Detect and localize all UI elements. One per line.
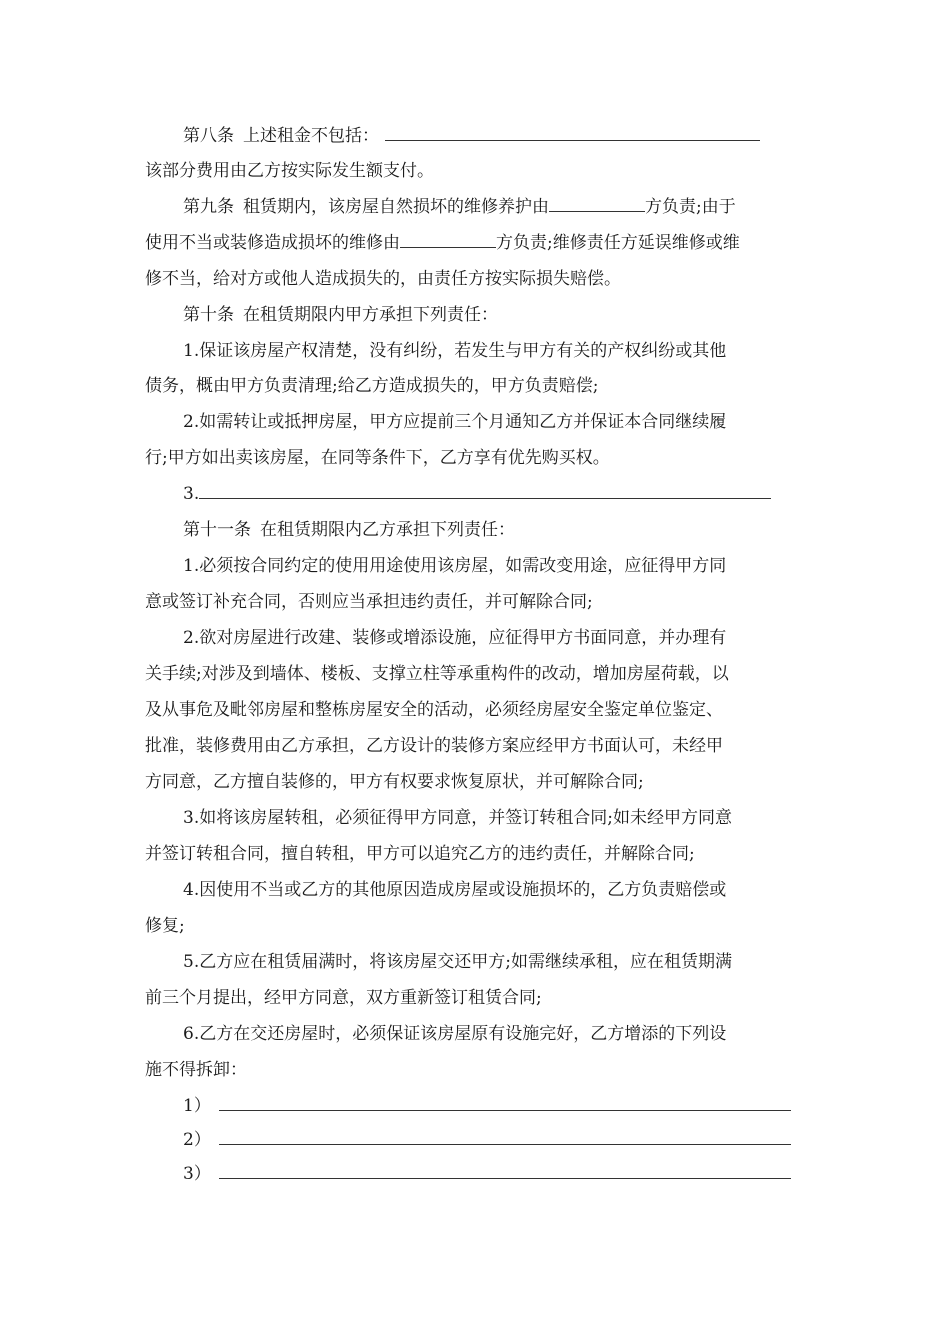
article-11-item-4-line-2: 修复; [145, 916, 185, 936]
article-9-line-2 [145, 231, 740, 255]
article-11-item-3-line-1: 3.如将该房屋转租，必须征得甲方同意，并签订转租合同;如未经甲方同意 [183, 808, 732, 828]
sub-item-3-blank[interactable] [219, 1162, 791, 1179]
article-8-text: 上述租金不包括： [243, 126, 379, 146]
article-10-item-1-line-2: 债务，概由甲方负责清理;给乙方造成损失的，甲方负责赔偿; [145, 376, 599, 396]
sub-item-3-number: 3） [183, 1164, 211, 1184]
article-10-text: 在租赁期限内甲方承担下列责任： [243, 305, 498, 325]
article-11-item-2-line-1: 2.欲对房屋进行改建、装修或增添设施，应征得甲方书面同意，并办理有 [183, 628, 727, 648]
article-11-item-1-line-1: 1.必须按合同约定的使用用途使用该房屋，如需改变用途，应征得甲方同 [183, 556, 727, 576]
article-8-label: 第八条 [183, 126, 234, 146]
article-10-line [183, 303, 498, 327]
article-10-item-3-line [183, 482, 771, 506]
article-11-sub-item-3 [183, 1162, 791, 1186]
article-11-sub-item-2 [183, 1128, 791, 1152]
article-11-item-3-line-2: 并签订转租合同，擅自转租，甲方可以追究乙方的违约责任，并解除合同; [145, 844, 695, 864]
article-11-item-6-line-2: 施不得拆卸： [145, 1060, 247, 1080]
article-11-label: 第十一条 [183, 520, 251, 540]
article-8-continuation: 该部分费用由乙方按实际发生额支付。 [145, 161, 434, 181]
article-11-item-6-line-1: 6.乙方在交还房屋时，必须保证该房屋原有设施完好，乙方增添的下列设 [183, 1024, 727, 1044]
article-10-item-3-number: 3. [183, 484, 200, 504]
article-8-line [183, 124, 760, 148]
article-10-item-2-line-2: 行;甲方如出卖该房屋，在同等条件下，乙方享有优先购买权。 [145, 448, 610, 468]
sub-item-2-number: 2） [183, 1130, 211, 1150]
article-9-blank-1[interactable] [549, 195, 645, 212]
article-8-blank[interactable] [385, 124, 760, 141]
article-9-line-3: 修不当，给对方或他人造成损失的，由责任方按实际损失赔偿。 [145, 269, 621, 289]
article-9-text-c: 使用不当或装修造成损坏的维修由 [145, 233, 400, 253]
article-9-line-1 [183, 195, 736, 219]
article-9-blank-2[interactable] [400, 231, 496, 248]
article-11-item-5-line-2: 前三个月提出，经甲方同意，双方重新签订租赁合同; [145, 988, 542, 1008]
article-11-item-2-line-3: 及从事危及毗邻房屋和整栋房屋安全的活动，必须经房屋安全鉴定单位鉴定、 [145, 700, 723, 720]
article-9-text-d: 方负责;维修责任方延误维修或维 [496, 233, 740, 253]
article-10-label: 第十条 [183, 305, 234, 325]
sub-item-1-number: 1） [183, 1096, 211, 1116]
article-11-sub-item-1 [183, 1094, 791, 1118]
sub-item-2-blank[interactable] [219, 1128, 791, 1145]
article-9-label: 第九条 [183, 197, 234, 217]
article-11-item-2-line-5: 方同意，乙方擅自装修的，甲方有权要求恢复原状，并可解除合同; [145, 772, 644, 792]
article-11-item-2-line-4: 批准，装修费用由乙方承担，乙方设计的装修方案应经甲方书面认可，未经甲 [145, 736, 723, 756]
article-9-text-b: 方负责;由于 [645, 197, 736, 217]
sub-item-1-blank[interactable] [219, 1094, 791, 1111]
article-9-text-a: 租赁期内，该房屋自然损坏的维修养护由 [243, 197, 549, 217]
article-10-item-1-line-1: 1.保证该房屋产权清楚，没有纠纷，若发生与甲方有关的产权纠纷或其他 [183, 341, 727, 361]
article-11-item-1-line-2: 意或签订补充合同，否则应当承担违约责任，并可解除合同; [145, 592, 593, 612]
article-11-item-2-line-2: 关手续;对涉及到墙体、楼板、支撑立柱等承重构件的改动，增加房屋荷载，以 [145, 664, 729, 684]
article-11-item-4-line-1: 4.因使用不当或乙方的其他原因造成房屋或设施损坏的，乙方负责赔偿或 [183, 880, 727, 900]
article-10-item-3-blank[interactable] [199, 482, 771, 499]
article-11-text: 在租赁期限内乙方承担下列责任： [260, 520, 515, 540]
article-10-item-2-line-1: 2.如需转让或抵押房屋，甲方应提前三个月通知乙方并保证本合同继续履 [183, 412, 727, 432]
article-11-item-5-line-1: 5.乙方应在租赁届满时，将该房屋交还甲方;如需继续承租，应在租赁期满 [183, 952, 732, 972]
article-11-line [183, 518, 515, 542]
